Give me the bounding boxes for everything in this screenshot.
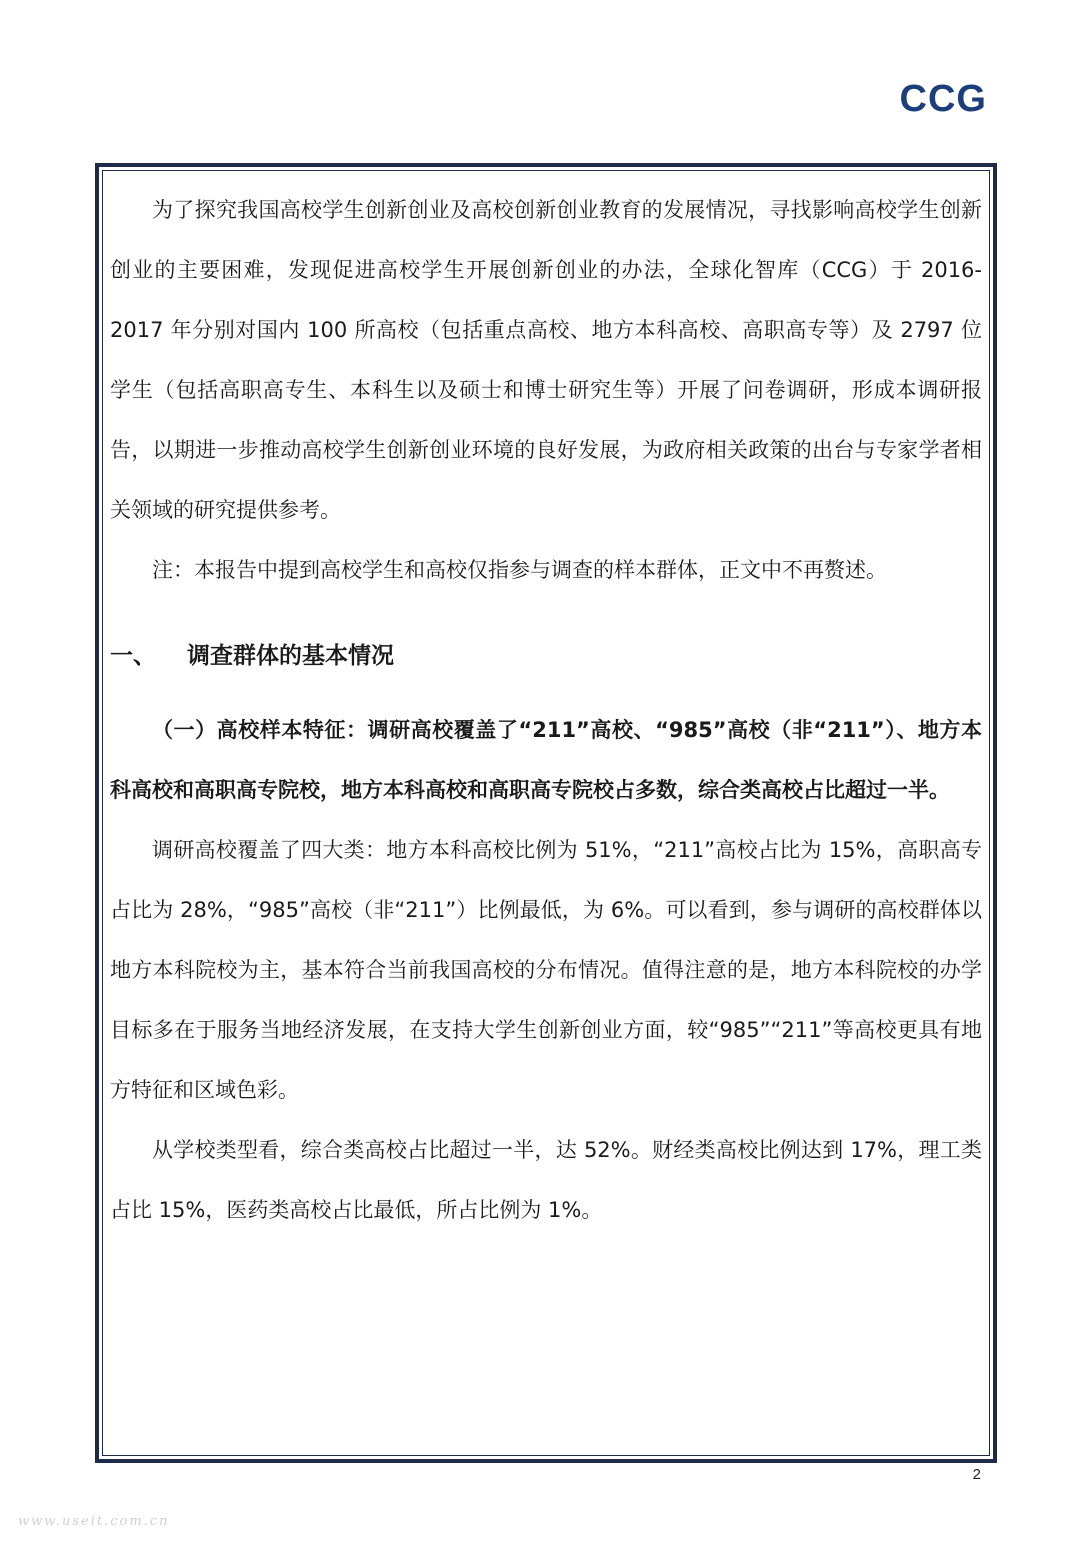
section-title: 调查群体的基本情况	[187, 643, 394, 669]
subsection-heading: （一）高校样本特征：调研高校覆盖了“211”高校、“985”高校（非“211”）、地方本科高校和高职高专院校，地方本科高校和高职高专院校占多数，综合类高校占比超过一半。	[110, 718, 982, 802]
ccg-logo: CCG	[899, 78, 987, 120]
watermark: www.useit.com.cn	[18, 1514, 170, 1529]
section-heading	[110, 618, 982, 694]
intro-paragraph: 为了探究我国高校学生创新创业及高校创新创业教育的发展情况，寻找影响高校学生创新创业的主要困难，发现促进高校学生开展创新创业的办法，全球化智库（CCG）于 2016-2017 年分别对国内 100 所高校（包括重点高校、地方本科高校、高职高专等）及 2797 位学生（包括高职高专生、本科生以及硕士和博士研究生等）开展了问卷调研，形成本调研报告，以期进一步推动高校学生创新创业环境的良好发展，为政府相关政策的出台与专家学者相关领域的研究提供参考。	[110, 198, 982, 522]
coverage-paragraph: 调研高校覆盖了四大类：地方本科高校比例为 51%，“211”高校占比为 15%，高职高专占比为 28%，“985”高校（非“211”）比例最低，为 6%。可以看到，参与调研的高校群体以地方本科院校为主，基本符合当前我国高校的分布情况。值得注意的是，地方本科院校的办学目标多在于服务当地经济发展，在支持大学生创新创业方面，较“985”“211”等高校更具有地方特征和区域色彩。	[110, 838, 982, 1102]
document-body	[110, 180, 982, 1240]
school-types-paragraph: 从学校类型看，综合类高校占比超过一半，达 52%。财经类高校比例达到 17%，理工类占比 15%，医药类高校占比最低，所占比例为 1%。	[110, 1138, 982, 1222]
note-paragraph: 注：本报告中提到高校学生和高校仅指参与调查的样本群体，正文中不再赘述。	[152, 558, 887, 582]
page-number: 2	[972, 1466, 981, 1483]
section-number: 一、	[110, 643, 156, 669]
